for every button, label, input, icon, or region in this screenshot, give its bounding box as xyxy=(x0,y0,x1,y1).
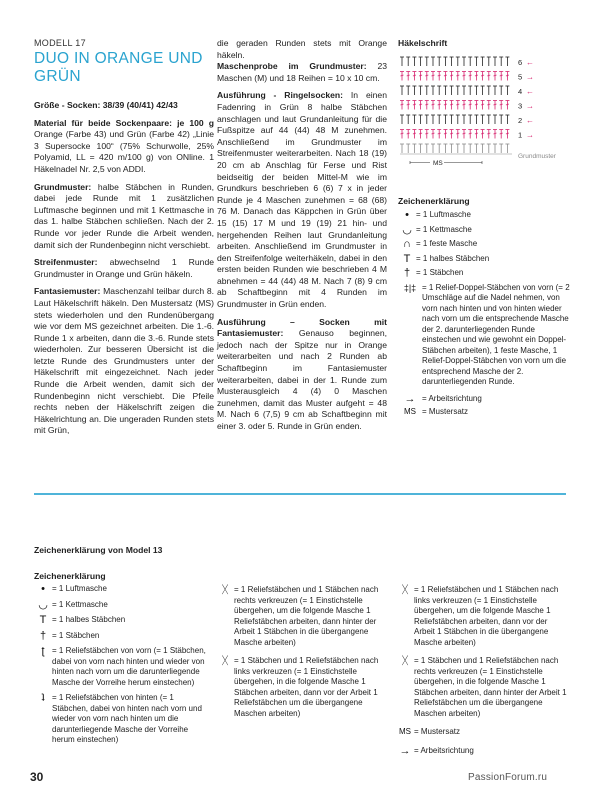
stitch-bar xyxy=(469,75,472,76)
stitch-bar xyxy=(419,104,422,105)
streifenmuster-label: Streifenmuster: xyxy=(34,257,98,268)
legend-17-item xyxy=(398,225,574,236)
stitch-bar xyxy=(475,133,478,134)
relief-cross-icon: ‡|‡ xyxy=(403,282,417,293)
direction-arrow-icon: ← xyxy=(526,116,534,125)
stitch-bar xyxy=(506,104,509,105)
stitch-bar xyxy=(475,75,478,76)
legend-13-item xyxy=(34,615,210,626)
stitch-bar xyxy=(463,133,466,134)
legend-17-symbol-icon: ∩ xyxy=(403,238,411,250)
ms-symbol: MS xyxy=(404,407,416,416)
stitch-bar xyxy=(401,133,404,134)
stitch-bar xyxy=(401,104,404,105)
stitch-bar xyxy=(487,75,490,76)
legend-17-symbol-icon: ◡ xyxy=(402,223,412,236)
ms-text: = Mustersatz xyxy=(422,407,469,416)
crochet-chart xyxy=(396,50,576,172)
arrow-text: = Arbeitsrichtung xyxy=(422,393,482,403)
legend-17-text: = 1 halbes Stäbchen xyxy=(416,253,490,263)
legend-13-symbol-icon: ʈ xyxy=(41,645,45,657)
stitch-bar xyxy=(413,133,416,134)
legend-13-text: = 1 Stäbchen xyxy=(52,630,100,640)
row-number: 6 xyxy=(518,58,523,67)
stitch-bar xyxy=(500,133,503,134)
stitch-bar xyxy=(481,133,484,134)
page-number: 30 xyxy=(30,770,44,784)
column-1 xyxy=(34,100,214,443)
legend-13-symbol-icon: ʇ xyxy=(41,692,45,704)
stitch-bar xyxy=(494,133,497,134)
stitch-bar xyxy=(450,104,453,105)
legend-13-symbol-icon: † xyxy=(39,629,47,642)
legend-13-col-3 xyxy=(396,585,568,764)
legend-13-symbol-icon: ᚷ xyxy=(401,584,409,596)
stitch-bar xyxy=(419,75,422,76)
fantasiemuster-label: Fantasiemuster: xyxy=(34,286,101,297)
stitch-bar xyxy=(500,104,503,105)
stitch-bar xyxy=(432,133,435,134)
legend-13-item xyxy=(396,656,568,719)
legend-17-item xyxy=(398,268,574,279)
fantasiesocken-label: Ausführung – Socken mit Fantasiemuster: xyxy=(217,316,387,339)
row-number: 4 xyxy=(518,87,523,96)
legend-13-symbol-icon: → xyxy=(399,744,411,757)
stitch-bar xyxy=(432,104,435,105)
legend-13-symbol-icon: T xyxy=(39,614,47,626)
legend-17-text: = 1 feste Masche xyxy=(416,239,478,248)
stitch-bar xyxy=(425,104,428,105)
stitch-bar xyxy=(450,75,453,76)
legend-17-arrow xyxy=(398,394,574,405)
row-number: 2 xyxy=(518,116,523,125)
legend-13-symbol-icon: MS xyxy=(399,727,411,736)
arrow-right-icon: → xyxy=(404,392,416,405)
stitch-bar xyxy=(456,133,459,134)
stitch-bar xyxy=(494,104,497,105)
stitch-bar xyxy=(438,75,441,76)
legend-13-item xyxy=(34,600,210,611)
legend-13-item xyxy=(34,693,210,746)
stitch-bar xyxy=(463,75,466,76)
stitch-bar xyxy=(456,104,459,105)
legend-13-text: = 1 Kettmasche xyxy=(52,599,108,609)
row-number: 1 xyxy=(518,130,523,140)
stitch-bar xyxy=(413,75,416,76)
legend-13-item xyxy=(34,584,210,595)
legend-17-text: = 1 Luftmasche xyxy=(416,210,471,219)
column-2 xyxy=(217,38,387,439)
legend-13-col-2 xyxy=(216,585,386,727)
legend-17-title: Zeichenerklärung xyxy=(398,196,470,206)
legend-13-item xyxy=(34,646,210,688)
legend-17-item xyxy=(398,254,574,265)
watermark: PassionForum.ru xyxy=(468,772,548,783)
row-number: 3 xyxy=(518,101,523,111)
stitch-bar xyxy=(425,75,428,76)
legend-13-text: = Mustersatz xyxy=(414,727,461,736)
legend-13-item xyxy=(396,727,568,738)
stitch-bar xyxy=(487,133,490,134)
row-number: 5 xyxy=(518,72,523,82)
stitch-bar xyxy=(450,133,453,134)
relief-text: = 1 Relief-Doppel-Stäbchen von vorn (= 2 Umschläge auf die Nadel nehmen, von vorn nach hinten und von hinten wieder nach vorn um die entsprechende Masche der 2. darunterliegenden Runde einstechen und wie gewohnt ein Doppel-Stäbchen arbeiten), 1 feste Masche, 1 Relief-Doppel-Stäbchen von vorn um die entsprechend Masche der 2. darunterliegenden Runde. xyxy=(422,282,570,386)
stitch-bar xyxy=(407,104,410,105)
grundmuster-label: Grundmuster xyxy=(518,153,556,160)
legend-13-text: = 1 Stäbchen und 1 Reliefstäbchen nach links verkreuzen (= 1 Einstichstelle übergehen, in die folgende Masche 1 Stäbchen arbeiten, dann vor der Arbeit 1 Reliefstäbchen um die übergangene Maschen arbeiten) xyxy=(234,656,379,718)
stitch-bar xyxy=(494,75,497,76)
material-text: Orange (Farbe 43) und Grün (Farbe 42) „Linie 3 Supersocke 100“ (75% Schurwolle, 25% Polyamid, LL = 420 m/100 g) von ONline. 1 Häkelnadel Nr. 2,5 von ADDI. xyxy=(34,129,214,174)
stitch-bar xyxy=(438,104,441,105)
chart-row-numbers xyxy=(518,58,534,140)
legend-13-text: = 1 Luftmasche xyxy=(52,584,107,593)
stitch-bar xyxy=(500,75,503,76)
legend-13-symbol-icon: • xyxy=(41,583,45,595)
legend-17-item xyxy=(398,239,574,250)
stitch-bar xyxy=(487,104,490,105)
legend-13-title: Zeichenerklärung xyxy=(34,571,106,581)
legend-13-text: = Arbeitsrichtung xyxy=(414,745,474,755)
intro-text: die geraden Runden stets mit Orange häkeln. xyxy=(217,38,387,60)
streifenmuster-text: abwechselnd 1 Runde Grundmuster in Orange und Grün häkeln. xyxy=(34,257,215,279)
section-divider xyxy=(34,493,566,495)
legend-17-text: = 1 Stäbchen xyxy=(416,268,464,277)
stitch-bar xyxy=(506,75,509,76)
size-label: Größe - Socken: 38/39 (40/41) 42/43 xyxy=(34,100,178,110)
fantasiemuster-text: Maschenzahl teilbar durch 8. Laut Häkelschrift häkeln. Den Mustersatz (MS) stets wiederholen und den Rundenübergang wie vor dem MS gezeichnet arbeiten. Die 1.-6. Runde 1 x arbeiten, dann die 3.-6. Runde stets wiederholen. Zur besseren Übersicht ist die letzte Runde des Grundmusters unter der Häkelschrift mit eingezeichnet. Nach jeder Runde die Arbeit wenden, damit sich der Rundenbeginn nicht verschiebt. Die Pfeile rechts neben der Häkelschrift zeigen die Häkelrichtung an. Die ungeraden Runden stets mit Grün, xyxy=(34,286,215,436)
legend-17-symbol-icon: • xyxy=(405,209,409,221)
ringelsocken-label: Ausführung - Ringelsocken: xyxy=(217,90,344,101)
legend-17-symbol-icon: T xyxy=(403,252,411,265)
legend-13-item xyxy=(216,656,386,719)
stitch-bar xyxy=(456,75,459,76)
stitch-bar xyxy=(419,133,422,134)
grundmuster-text: halbe Stäbchen in Runden, dabei jede Runde mit 1 zusätzlichen Luftmasche beginnen und mit 1 Kettmasche in das 1. halbe Stäbchen schließen. Nach der 2. Runde vor jeder Runde die Arbeit wenden, damit sich der Rundenbeginn nicht verschiebt. xyxy=(34,181,214,250)
legend-17 xyxy=(398,196,574,418)
page-title: DUO IN ORANGE UND GRÜN xyxy=(34,50,203,85)
legend-13-text: = 1 Reliefstäbchen von vorn (= 1 Stäbchen, dabei von vorn nach hinten und wieder von hinten nach vorn um die darunterliegende Masche der Vorreihe herum einstechen) xyxy=(52,646,206,687)
maschenprobe-label: Maschenprobe im Grundmuster: xyxy=(217,61,367,72)
direction-arrow-icon: → xyxy=(526,101,534,111)
legend-17-text: = 1 Kettmasche xyxy=(416,224,472,234)
legend-13-text: = 1 Reliefstäbchen und 1 Stäbchen nach rechts verkreuzen (= 1 Einstichstelle übergehen, um die folgende Masche 1 Reliefstäbchen arbeiten, dann hinter der Arbeit 1 Stäbchen in die übergangene Masche arbeiten) xyxy=(234,585,379,647)
legend-13-symbol-icon: ◡ xyxy=(38,598,48,611)
chart-symbols xyxy=(400,57,509,153)
stitch-bar xyxy=(407,133,410,134)
stitch-bar xyxy=(407,75,410,76)
stitch-bar xyxy=(475,104,478,105)
legend-13-col-1 xyxy=(34,584,210,751)
stitch-bar xyxy=(401,75,404,76)
stitch-bar xyxy=(413,104,416,105)
legend-13-item xyxy=(396,746,568,757)
legend-13-item xyxy=(34,631,210,642)
legend-13-symbol-icon: ᚷ xyxy=(221,655,229,667)
chart-title: Häkelschrift xyxy=(398,38,448,48)
legend-13-symbol-icon: ᚷ xyxy=(401,655,409,667)
stitch-bar xyxy=(506,133,509,134)
grundmuster-label: Grundmuster: xyxy=(34,181,92,192)
ms-label: MS xyxy=(433,160,443,167)
stitch-bar xyxy=(438,133,441,134)
stitch-bar xyxy=(463,104,466,105)
stitch-bar xyxy=(481,104,484,105)
ringelsocken-text: In einen Fadenring in Grün 8 halbe Stäbchen anschlagen und laut Grundanleitung für die Fußspitze auf 44 (44) 48 M zunehmen. Anschließend im Grundmuster im Streifenmuster weiterarbeiten. Nach 18 (19) 20 cm ab Anschlag für Ferse und Rist beidseitig der beiden Mittel-M wie im Grundkurs beschrieben 6 (6) 7 x in jeder Runde je 4 Maschen zunehmen = 68 (68) 76 M. Danach das Käppchen in Grün über 15 (15) 17 M und 19 (19) 21 hin- und hergehenden Reihen laut Grundanleitung arbeiten. Anschließend im Grundmuster in den Streifenfolge weiterhäkeln, dabei in den ersten beiden Runden wie beschrieben 4 M abnehmen = 44 (44) 48 M. Nach 7 (8) 9 cm ab Schaftbeginn mit 4 Runden im Grundmuster in Grün enden. xyxy=(217,90,387,310)
legend-13-section-title: Zeichenerklärung von Model 13 xyxy=(34,545,163,555)
legend-17-relief xyxy=(398,283,574,388)
stitch-bar xyxy=(444,104,447,105)
legend-17-item xyxy=(398,210,574,221)
legend-13-text: = 1 Reliefstäbchen und 1 Stäbchen nach links verkreuzen (= 1 Einstichstelle übergehen, um die folgende Masche 1 Reliefstäbchen arbeiten, dann vor der Arbeit 1 Stäbchen in die übergangene Masche arbeiten) xyxy=(414,585,559,647)
direction-arrow-icon: ← xyxy=(526,87,534,96)
stitch-bar xyxy=(444,133,447,134)
direction-arrow-icon: → xyxy=(526,130,534,140)
stitch-bar xyxy=(444,75,447,76)
model-label: MODELL 17 xyxy=(34,38,86,48)
legend-17-symbol-icon: † xyxy=(403,267,411,279)
legend-13-item xyxy=(216,585,386,648)
legend-17-ms xyxy=(398,407,574,418)
maschenprobe-text: 23 Maschen (M) und 18 Reihen = 10 x 10 cm. xyxy=(217,61,388,83)
material-label: Material für beide Sockenpaare: je 100 g xyxy=(34,117,214,128)
stitch-bar xyxy=(469,133,472,134)
direction-arrow-icon: ← xyxy=(526,58,534,67)
legend-13-text: = 1 Reliefstäbchen von hinten (= 1 Stäbchen, dabei von hinten nach vorn und wieder von vorn nach hinten um die darunterliegende Masche der Vorreihe herum einstechen) xyxy=(52,693,202,744)
fantasiesocken-text: Genauso beginnen, jedoch nach der Spitze nur in Orange weiterarbeiten und nach 2 Runden ab Schaftbeginn im Fantasiemuster weiterarbeiten, dabei in der 1. Runde zum Musterausgleich 4 (4) 0 Maschen zunehmen, damit das Muster aufgeht = 48 M. Nach 6 (7,5) 9 cm ab Schaftbeginn mit einer 3. oder 5. Runde in Grün enden. xyxy=(217,328,387,431)
stitch-bar xyxy=(469,104,472,105)
legend-13-text: = 1 Stäbchen und 1 Reliefstäbchen nach rechts verkreuzen (= 1 Einstichstelle übergehen, in die folgende Masche 1 Stäbchen arbeiten, dann hinter der Arbeit 1 Reliefstäbchen um die übergangene Maschen arbeiten) xyxy=(414,656,567,718)
stitch-bar xyxy=(481,75,484,76)
direction-arrow-icon: → xyxy=(526,72,534,82)
legend-13-text: = 1 halbes Stäbchen xyxy=(52,615,126,624)
stitch-bar xyxy=(432,75,435,76)
legend-13-item xyxy=(396,585,568,648)
legend-13-symbol-icon: ᚷ xyxy=(221,584,229,596)
stitch-bar xyxy=(425,133,428,134)
